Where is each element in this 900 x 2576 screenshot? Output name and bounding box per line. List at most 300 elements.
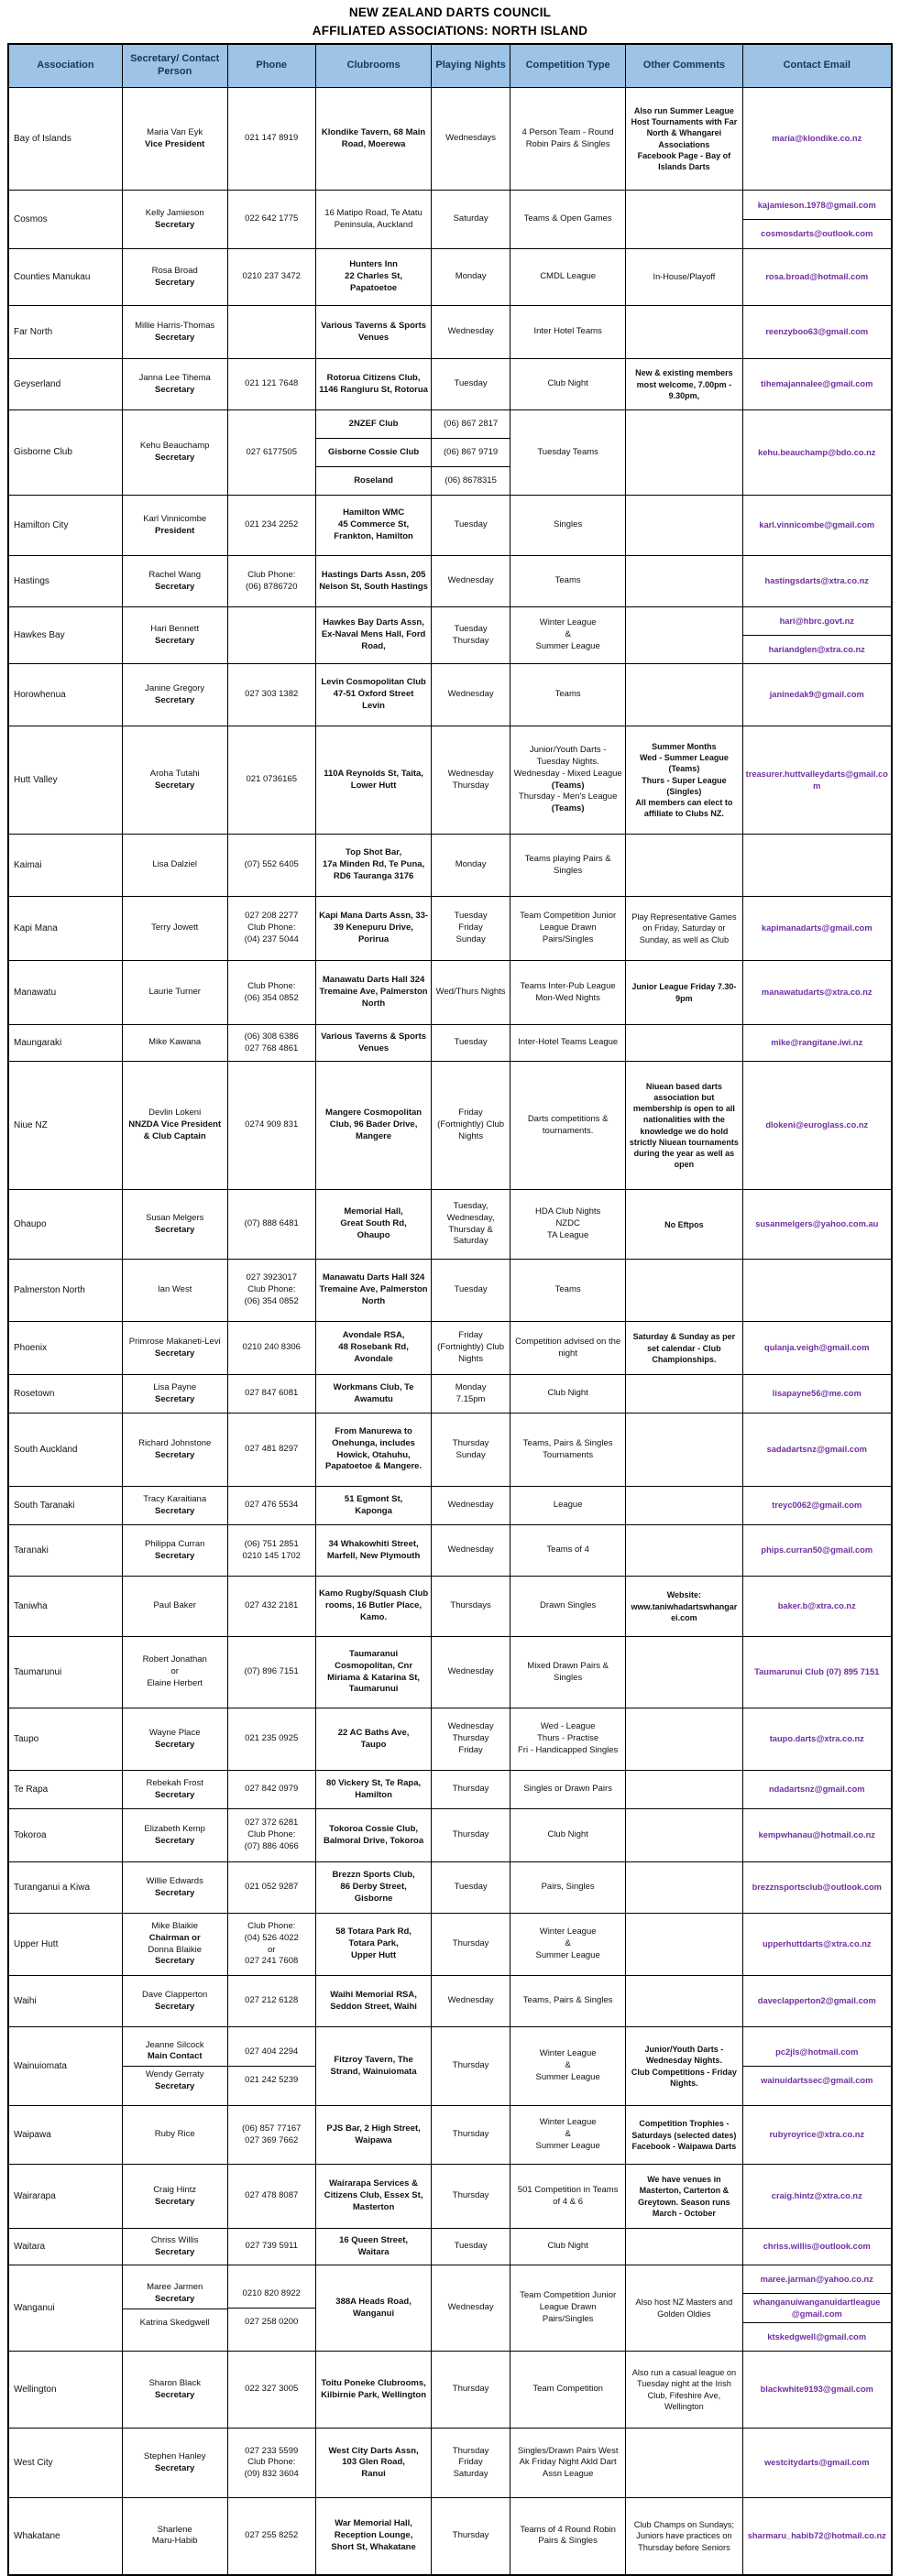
comments-text: Facebook - Waipawa Darts [631,2141,737,2151]
contact-text: Ruby Rice [154,2129,195,2140]
cell-competition [510,1322,626,1375]
phone-text: 027 372 6281 [245,1817,299,1828]
cell-contact [122,664,227,726]
nights-text: Tuesday [454,1284,488,1295]
comments-text: Wed - Summer League (Teams) [639,753,729,774]
email-link[interactable]: ndadartsnz@gmail.com [768,1785,865,1795]
email-link[interactable]: maree.jarman@yahoo.co.nz [760,2274,873,2284]
phone-text: (06) 354 0852 [244,1296,299,1307]
cell-association [8,726,122,835]
phone-text: 027 768 4861 [245,1042,299,1053]
cell-clubrooms [315,726,431,835]
phone-text: 027 208 2277 [245,911,299,922]
phone-text: Club Phone: [247,569,296,580]
table-row [8,1809,892,1862]
comments-text: Host Tournaments with Far North & Whangarei Associations [631,117,738,149]
nights-text: (06) 867 2817 [444,418,499,429]
cell-association [8,496,122,556]
clubrooms-text: Fitzroy Tavern, The Strand, Wainuiomata [330,2054,417,2077]
cell-phone [227,2265,315,2352]
cell-competition [510,1862,626,1914]
cell-email [742,1525,892,1577]
email-link[interactable]: wainuidartssec@gmail.com [761,2075,873,2085]
cell-clubrooms [315,1190,431,1260]
cell-phone [227,1487,315,1525]
contact-text: Elizabeth Kemp [144,1823,205,1834]
cell-segment [432,438,510,466]
cell-comments [626,249,742,306]
cell-email [742,556,892,607]
cell-contact [122,410,227,496]
comments-text: Saturday & Sunday as per set calendar - Club Championships. [632,1332,736,1364]
cell-comments [626,1862,742,1914]
association-text: Hastings [14,575,49,586]
association-text: Cosmos [14,213,48,224]
cell-contact [122,1260,227,1322]
cell-clubrooms [315,556,431,607]
clubrooms-text: Tokoroa Cossie Club, Balmoral Drive, Tokoroa [324,1823,424,1846]
cell-segment [743,2322,891,2351]
cell-comments [626,2229,742,2265]
cell-clubrooms [315,496,431,556]
nights-text: 7.15pm [455,1393,486,1404]
cell-phone [227,961,315,1025]
email-link[interactable]: sadadartsnz@gmail.com [766,1445,867,1455]
competition-text: Singles/Drawn Pairs West Ak Friday Night Akld Dart Assn League [517,2445,619,2480]
competition-text: Teams Inter-Pub League Mon-Wed Nights [520,980,616,1003]
competition-text: Teams & Open Games [523,213,612,224]
email-link[interactable]: westcitydarts@gmail.com [764,2458,870,2468]
table-row [8,1487,892,1525]
phone-text: 027 481 8297 [245,1444,299,1455]
email-link[interactable]: ktskedgwell@gmail.com [767,2331,867,2341]
cell-competition [510,961,626,1025]
contact-text: Sharlene [157,2524,192,2535]
cell-clubrooms [315,2265,431,2352]
clubrooms-text: Taumaranui Cosmopolitan, Cnr Miriama & Katarina St, Taumarunui [327,1649,420,1695]
cell-email [742,249,892,306]
cell-association [8,1525,122,1577]
cell-segment [228,2280,315,2308]
cell-competition [510,1771,626,1809]
cell-association [8,1487,122,1525]
cell-email [742,1260,892,1322]
clubrooms-text: Various Taverns & Sports Venues [321,320,427,343]
cell-segment [316,410,431,438]
contact-text: Sharon Black [148,2377,201,2388]
table-row [8,359,892,410]
phone-text: 022 327 3005 [245,2384,299,2395]
cell-contact [122,2352,227,2429]
cell-nights [432,664,510,726]
email-link[interactable]: tihemajannalee@gmail.com [761,379,873,389]
cell-association [8,664,122,726]
email-link[interactable]: pc2jls@hotmail.com [775,2047,859,2057]
contact-text: Terry Jowett [151,922,199,933]
association-text: Whakatane [14,2530,60,2541]
competition-text: Winter League [539,1927,597,1937]
association-text: Te Rapa [14,1784,49,1795]
cell-association [8,2498,122,2575]
cell-clubrooms [315,191,431,249]
cell-comments [626,1375,742,1414]
comments-text: Niuean based darts association but membership is open to all nationalities with the knowledge we do hold strictly Niuean tournaments during the year as well as open [629,1082,739,1170]
nights-text: Sunday [455,1449,486,1460]
cell-competition [510,726,626,835]
email-link[interactable]: susanmelgers@yahoo.com.au [755,1219,879,1229]
cell-contact [122,2229,227,2265]
clubrooms-text: Manawatu Darts Hall 324 Tremaine Ave, Palmerston North [319,1272,428,1307]
email-link[interactable]: kempwhanau@hotmail.co.nz [758,1830,875,1840]
cell-email [742,2165,892,2229]
email-link[interactable]: mike@rangitane.iwi.nz [771,1038,863,1048]
phone-text: (06) 354 0852 [244,992,299,1003]
cell-association [8,2265,122,2352]
cell-email [742,2498,892,2575]
comments-text: We have venues in Masterton, Carterton & Greytown. Season runs March - October [638,2175,730,2218]
cell-clubrooms [315,1771,431,1809]
table-row [8,556,892,607]
clubrooms-text: 2NZEF Club [348,418,399,429]
table-row [8,1525,892,1577]
cell-association [8,835,122,897]
email-link[interactable]: janinedak9@gmail.com [769,690,864,700]
phone-text: (07) 886 4066 [244,1841,299,1852]
table-row [8,1414,892,1487]
nights-text: Tuesday [454,519,488,530]
cell-comments [626,1487,742,1525]
email-link[interactable]: manawatudarts@xtra.co.nz [761,988,873,998]
clubrooms-text: Taupo [360,1739,387,1750]
cell-nights [432,88,510,191]
email-link[interactable]: hari@hbrc.govt.nz [779,616,854,626]
clubrooms-text: 34 Whakowhiti Street, [328,1538,419,1549]
email-link[interactable]: baker.b@xtra.co.nz [777,1601,856,1611]
email-link[interactable]: whanganuiwanganuidartleague @gmail.com [753,2298,881,2319]
cell-comments [626,664,742,726]
email-link[interactable]: hastingsdarts@xtra.co.nz [764,576,869,586]
table-row [8,2027,892,2106]
clubrooms-text: Klondike Tavern, 68 Main Road, Moerewa [321,126,426,149]
cell-contact [122,2429,227,2498]
clubrooms-text: 103 Glen Road, [342,2457,405,2468]
column-header-clubrooms: Clubrooms [315,44,431,88]
phone-text: 027 212 6128 [245,1995,299,2006]
contact-text: Secretary [155,1956,195,1967]
contact-text: Secretary [155,1224,195,1235]
email-link[interactable]: blackwhite9193@gmail.com [760,2385,873,2395]
cell-phone [227,1708,315,1771]
email-link[interactable]: karl.vinnicombe@gmail.com [759,520,875,530]
email-link[interactable]: reenzyboo63@gmail.com [765,327,869,337]
cell-comments [626,359,742,410]
phone-text: 021 121 7648 [245,378,299,389]
cell-association [8,961,122,1025]
contact-text: Mike Kawana [148,1037,202,1048]
cell-clubrooms [315,2498,431,2575]
cell-email [742,2352,892,2429]
email-link[interactable]: treyc0062@gmail.com [772,1501,862,1511]
nights-text: Tuesday [454,2241,488,2252]
cell-competition [510,1062,626,1190]
cell-nights [432,2229,510,2265]
cell-clubrooms [315,1414,431,1487]
phone-text: 027 6177505 [246,446,297,457]
cell-clubrooms [315,1862,431,1914]
cell-contact [122,835,227,897]
cell-phone [227,1577,315,1637]
contact-text: Stephen Hanley [143,2450,206,2461]
clubrooms-text: Mangere Cosmopolitan Club, 96 Bader Drive, Mangere [325,1108,423,1142]
competition-text: Club Night [547,2241,588,2252]
cell-comments [626,496,742,556]
email-link[interactable]: taupo.darts@xtra.co.nz [769,1734,864,1744]
document-title: NEW ZEALAND DARTS COUNCIL [348,5,552,19]
cell-segment [743,2265,891,2293]
phone-text: or [268,1944,276,1955]
nights-text: Wednesday [447,689,494,700]
cell-competition [510,607,626,664]
email-link[interactable]: chriss.willis@outlook.com [763,2242,871,2252]
association-text: Counties Manukau [14,271,91,282]
email-link[interactable]: maria@klondike.co.nz [772,134,862,144]
competition-text: Winter League [539,2048,597,2059]
competition-text: Winter League [539,2117,597,2128]
competition-text: Fri - Handicapped Singles [517,1745,619,1756]
cell-phone [227,1637,315,1708]
competition-text: & [565,2129,571,2140]
cell-nights [432,359,510,410]
clubrooms-text: Levin [362,701,385,712]
competition-text: Club Night [547,1829,588,1840]
email-link[interactable]: phips.curran50@gmail.com [761,1545,873,1555]
cell-email [742,2106,892,2165]
email-link[interactable]: lisapayne56@me.com [772,1389,862,1399]
email-link[interactable]: sharmaru_habib72@hotmail.co.nz [747,2531,886,2541]
cell-contact [122,191,227,249]
cell-contact [122,961,227,1025]
competition-text: League [553,1500,583,1511]
email-link[interactable]: rubyroyrice@xtra.co.nz [769,2130,865,2140]
cell-nights [432,897,510,961]
cell-comments [626,410,742,496]
comments-text: Also run a casual league on Tuesday night at the Irish Club, Fifeshire Ave, Wellington [631,2367,737,2412]
phone-text: 027 258 0200 [245,2316,299,2327]
clubrooms-text: 45 Commerce St, [338,519,410,530]
cell-nights [432,961,510,1025]
nights-text: Wednesday, [446,1212,495,1223]
table-row [8,1062,892,1190]
nights-text: Tuesday [454,623,488,634]
nights-text: Tuesday, [453,1201,488,1211]
cell-segment [743,2038,891,2066]
association-text: Upper Hutt [14,1938,59,1949]
nights-text: Tuesday [454,378,488,389]
email-link[interactable]: dlokeni@euroglass.co.nz [765,1120,869,1130]
comments-text: Junior/Youth Darts - Wednesday Nights. [644,2045,724,2066]
association-text: Rosetown [14,1388,55,1399]
cell-competition [510,1708,626,1771]
association-text: Kapi Mana [14,922,58,933]
cell-segment [743,2293,891,2322]
cell-contact [122,897,227,961]
email-link[interactable]: hariandglen@xtra.co.nz [768,644,865,654]
contact-text: Lisa Payne [153,1381,197,1392]
contact-text: Millie Harris-Thomas [135,320,215,331]
email-link[interactable]: craig.hintz@xtra.co.nz [771,2191,862,2201]
cell-comments [626,1577,742,1637]
cell-contact [122,1914,227,1976]
email-link[interactable]: qulanja.veigh@gmail.com [764,1343,870,1353]
cell-association [8,1577,122,1637]
contact-text: Secretary [155,581,195,592]
email-link[interactable]: Taumarunui Club (07) 895 7151 [754,1667,880,1677]
email-link[interactable]: brezznsportsclub@outlook.com [752,1883,882,1893]
competition-text: Darts competitions & tournaments. [527,1113,609,1136]
cell-association [8,410,122,496]
phone-text: (09) 832 3604 [244,2469,299,2480]
comments-text: Website: [666,1590,702,1600]
cell-nights [432,2165,510,2229]
clubrooms-text: 16 Queen Street, [339,2234,409,2245]
cell-phone [227,1914,315,1976]
contact-text: Aroha Tutahi [149,768,200,779]
contact-text: Primrose Makaneti-Levi [128,1336,221,1347]
clubrooms-text: 22 AC Baths Ave, [337,1727,410,1738]
competition-text: 4 Person Team - Round Robin Pairs & Singles [521,126,614,149]
contact-text: Secretary [155,219,195,230]
competition-text: & [565,629,571,640]
cell-contact [122,306,227,359]
email-link[interactable]: kehu.beauchamp@bdo.co.nz [758,447,876,457]
clubrooms-text: Toitu Poneke Clubrooms, Kilbirnie Park, Wellington [321,2377,427,2400]
cell-association [8,1322,122,1375]
phone-text: Club Phone: [247,1921,296,1931]
cell-competition [510,2027,626,2106]
clubrooms-text: Marfell, New Plymouth [326,1550,421,1561]
cell-clubrooms [315,897,431,961]
cell-email [742,2229,892,2265]
clubrooms-text: Manawatu Darts Hall 324 Tremaine Ave, Palmerston North [319,975,428,1010]
email-link[interactable]: treasurer.huttvalleydarts@gmail.com [745,770,888,791]
phone-text: 027 255 8252 [245,2530,299,2541]
clubrooms-text: West City Darts Assn, [328,2445,419,2456]
competition-text: Thursday - Men's League [518,791,618,802]
phone-text: 021 052 9287 [245,1882,299,1893]
competition-text: TA League [547,1230,589,1241]
cell-clubrooms [315,664,431,726]
column-header-comments: Other Comments [626,44,742,88]
email-link[interactable]: daveclapperton2@gmail.com [757,1996,876,2006]
clubrooms-text: Hawkes Bay Darts Assn, Ex-Naval Mens Hall, Ford Road, [321,617,426,652]
cell-contact [122,1637,227,1708]
cell-association [8,1414,122,1487]
table-body [8,88,892,2575]
cell-competition [510,1809,626,1862]
cell-contact [122,1190,227,1260]
competition-text: Teams [554,689,581,700]
phone-text: 022 642 1775 [245,213,299,224]
competition-text: Mixed Drawn Pairs & Singles [527,1660,609,1683]
table-row [8,664,892,726]
email-link[interactable]: upperhuttdarts@xtra.co.nz [762,1939,872,1949]
cell-email [742,2429,892,2498]
clubrooms-text: PJS Bar, 2 High Street, [326,2123,421,2134]
table-row [8,2229,892,2265]
contact-text: Kelly Jamieson [145,207,204,218]
association-text: Phoenix [14,1342,48,1353]
document-subtitle: AFFILIATED ASSOCIATIONS: NORTH ISLAND [312,23,588,38]
contact-text: Dave Clapperton [142,1989,208,2000]
cell-comments [626,1062,742,1190]
email-link[interactable]: cosmosdarts@outlook.com [761,228,873,238]
contact-text: Susan Melgers [146,1212,204,1223]
cell-email [742,1637,892,1708]
email-link[interactable]: rosa.broad@hotmail.com [765,272,869,282]
contact-text: Secretary [155,2389,195,2400]
association-text: Taupo [14,1733,39,1744]
phone-text: 0210 240 8306 [242,1342,301,1353]
competition-text: Summer League [535,1950,600,1961]
cell-email [742,835,892,897]
phone-text: 027 739 5911 [245,2241,298,2252]
cell-clubrooms [315,2165,431,2229]
cell-phone [227,664,315,726]
cell-segment [432,410,510,438]
clubrooms-text: Great South Rd, [340,1218,407,1229]
cell-clubrooms [315,1577,431,1637]
clubrooms-text: 51 Egmont St, [344,1493,403,1504]
phone-text: 027 432 2181 [245,1600,299,1611]
email-link[interactable]: kajamieson.1978@gmail.com [757,200,876,210]
nights-text: Tuesday [454,1037,488,1048]
cell-email [742,607,892,664]
association-text: Horowhenua [14,689,66,700]
cell-competition [510,556,626,607]
competition-text: Teams, Pairs & Singles Tournaments [522,1437,613,1460]
cell-nights [432,2429,510,2498]
phone-text: 027 3923017 [246,1272,297,1283]
contact-text: Secretary [155,1393,195,1404]
email-link[interactable]: kapimanadarts@gmail.com [761,923,873,933]
cell-nights [432,2352,510,2429]
table-row [8,1322,892,1375]
nights-text: Saturday [453,213,488,224]
cell-contact [122,1708,227,1771]
contact-text: Devlin Lokeni [148,1108,202,1119]
cell-segment [123,2066,227,2096]
cell-competition [510,1375,626,1414]
cell-contact [122,556,227,607]
contact-text: Ian West [158,1284,192,1295]
cell-comments [626,1190,742,1260]
cell-competition [510,191,626,249]
phone-text: (04) 237 5044 [244,934,299,945]
clubrooms-text: Short St, Whakatane [331,2541,416,2552]
cell-nights [432,496,510,556]
contact-text: Maria Van Eyk [147,126,203,137]
header-row [8,44,892,88]
cell-contact [122,1976,227,2027]
nights-text: Friday [458,2457,483,2468]
cell-phone [227,1976,315,2027]
association-text: Far North [14,326,53,337]
cell-phone [227,191,315,249]
phone-text: 027 476 5534 [245,1500,299,1511]
contact-text: Secretary [155,453,195,464]
competition-text: Inter-Hotel Teams League [518,1037,619,1048]
cell-segment [123,2309,227,2337]
